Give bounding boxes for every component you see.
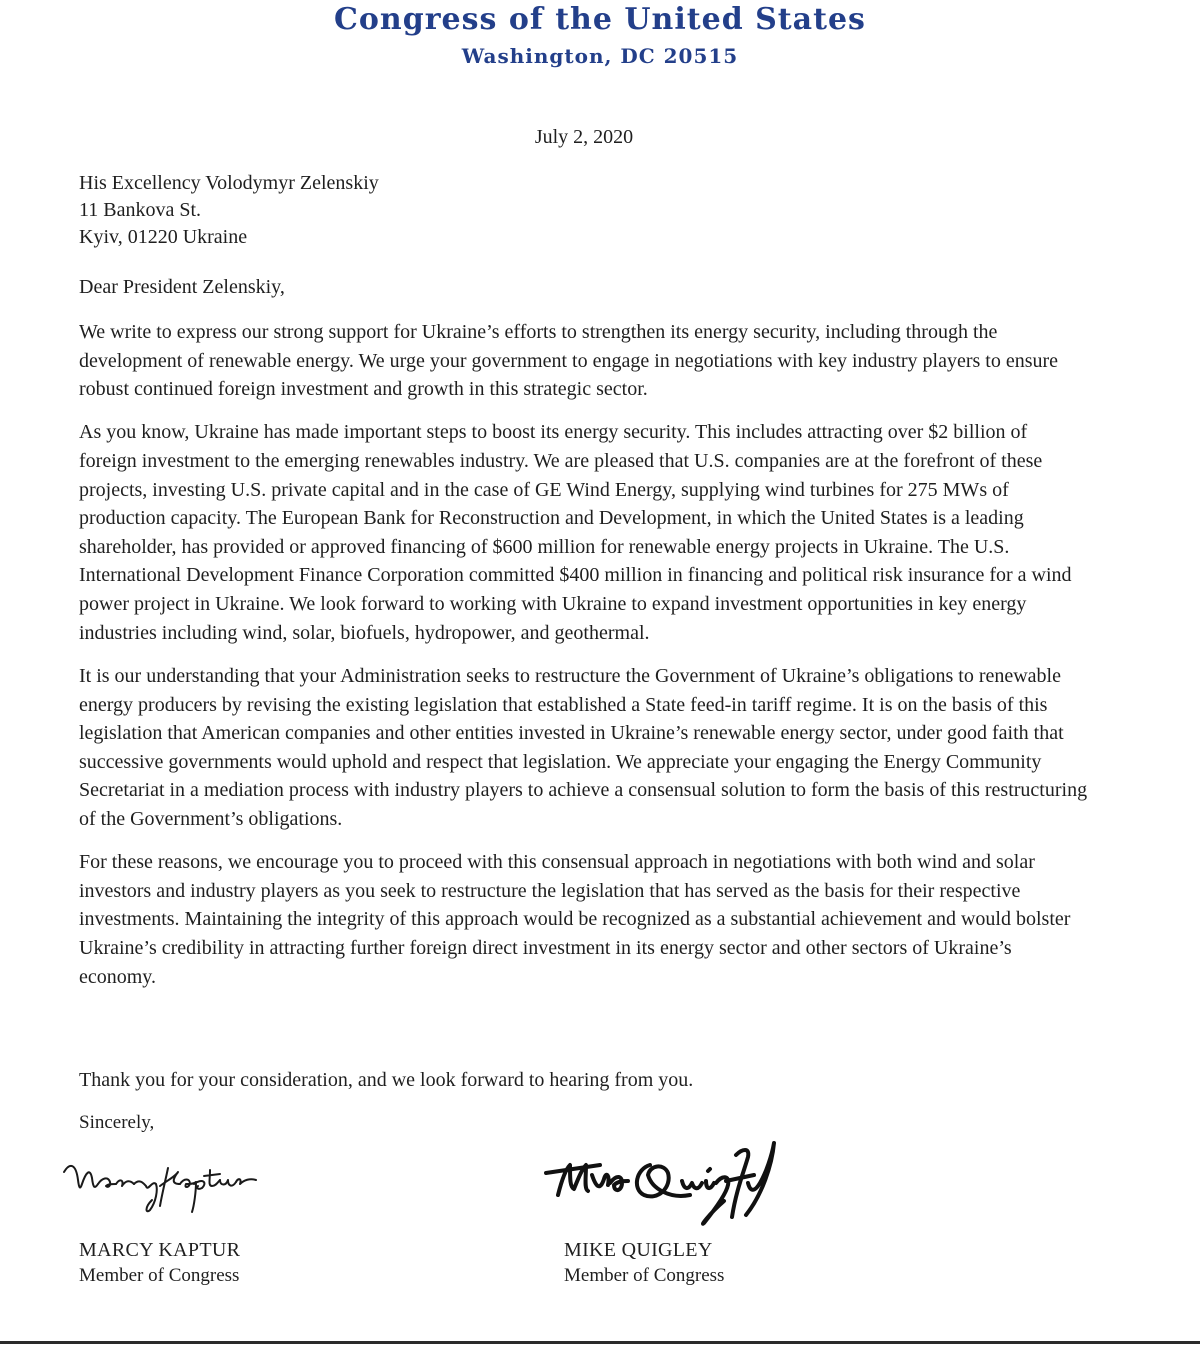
signer-kaptur [79,1237,240,1289]
signoff: Sincerely, [79,1112,155,1133]
addressee-city: Kyiv, 01220 Ukraine [79,226,248,248]
addressee-name: His Excellency Volodymyr Zelenskiy [79,172,379,194]
letter-date: July 2, 2020 [534,126,634,148]
signature-kaptur [56,1150,276,1220]
signer-name: MIKE QUIGLEY [564,1239,713,1261]
salutation: Dear President Zelenskiy, [79,276,285,298]
body-paragraph: As you know, Ukraine has made important steps to boost its energy security. This includes attracting over $2 billion of foreign investment to the emerging renewables industry. We are pleased that U.S. companies are at the forefront of these projects, investing U.S. private capital and in the case of GE Wind Energy, supplying wind turbines for 275 MWs of production capacity. The European Bank for Reconstruction and Development, in which the United States is a leading shareholder, has provided or approved financing of $600 million for renewable energy projects in Ukraine. The U.S. International Development Finance Corporation committed $400 million in financing and political risk insurance for a wind power project in Ukraine. We look forward to working with Ukraine to expand investment opportunities in key energy industries including wind, solar, biofuels, hydropower, and geothermal. [79,421,1072,644]
signer-quigley [564,1237,724,1289]
letterhead-title: Congress of the United States [334,2,866,37]
addressee-street: 11 Bankova St. [79,199,202,221]
letter-body [79,318,1089,1006]
letterhead-city: Washington, DC 20515 [461,44,739,68]
body-paragraph: For these reasons, we encourage you to proceed with this consensual approach in negotiations with both wind and solar investors and industry players as you seek to restructure the legislation that has served as the basis for their respective investments. Maintaining the integrity of this approach would be recognized as a substantial achievement and would bolster Ukraine’s credibility in attracting further foreign direct investment in its energy sector and other sectors of Ukraine’s economy. [79,851,1071,988]
addressee-block [79,170,379,251]
bottom-divider [0,1341,1200,1344]
signature-quigley [540,1135,800,1230]
signer-title: Member of Congress [79,1265,240,1286]
closing-line: Thank you for your consideration, and we look forward to hearing from you. [79,1069,694,1091]
signer-name: MARCY KAPTUR [79,1239,241,1261]
signer-title: Member of Congress [564,1265,725,1286]
body-paragraph: It is our understanding that your Administration seeks to restructure the Government of Ukraine’s obligations to renewable energy producers by revising the existing legislation that established a State feed-in tariff regime. It is on the basis of this legislation that American companies and other entities invested in Ukraine’s renewable energy sector, under good faith that successive governments would uphold and respect that legislation. We appreciate your engaging the Energy Community Secretariat in a mediation process with industry players to achieve a consensual solution to form the basis of this restructuring of the Government’s obligations. [79,664,1088,830]
body-paragraph: We write to express our strong support for Ukraine’s efforts to strengthen its energy security, including through the development of renewable energy. We urge your government to engage in negotiations with key industry players to ensure robust continued foreign investment and growth in this strategic sector. [79,321,1059,401]
